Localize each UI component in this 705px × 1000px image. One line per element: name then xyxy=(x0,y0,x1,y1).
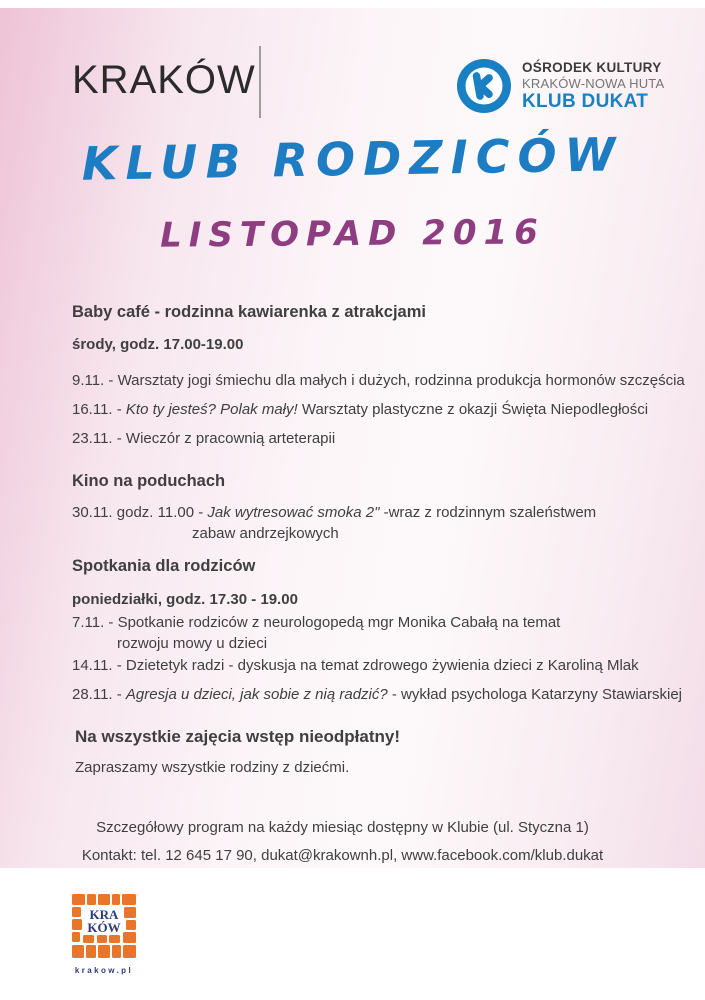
invitation-note: Zapraszamy wszystkie rodziny z dziećmi. xyxy=(75,759,350,776)
poster-title: KLUB RODZICÓW xyxy=(81,127,624,191)
poster-footer xyxy=(0,818,685,866)
event-title-italic: Jak wytresować smoka 2" xyxy=(207,504,384,521)
section-heading-baby-cafe: Baby café - rodzinna kawiarenka z atrakcjami xyxy=(72,303,426,321)
poster-subtitle: LISTOPAD 2016 xyxy=(159,212,546,256)
klub-dukat-logo xyxy=(456,58,664,114)
org-name: OŚRODEK KULTURY xyxy=(522,60,662,76)
event-text-continuation: rozwoju mowy u dzieci xyxy=(117,635,268,652)
section-schedule-spotkania: poniedziałki, godz. 17.30 - 19.00 xyxy=(72,591,298,608)
event-item xyxy=(72,655,692,676)
krakow-wordmark: KRAKÓW xyxy=(72,58,256,102)
section-heading-kino: Kino na poduchach xyxy=(72,472,226,490)
event-item xyxy=(72,370,692,391)
k-circle-icon xyxy=(456,58,512,114)
event-text: 28.11. - xyxy=(72,686,126,703)
event-text-continuation: zabaw andrzejkowych xyxy=(192,525,339,542)
event-text: Warsztaty plastyczne z okazji Święta Niepodległości xyxy=(297,401,649,418)
city-logo-text-top: KRA xyxy=(89,907,119,922)
free-entry-note: Na wszystkie zajęcia wstęp nieodpłatny! xyxy=(75,727,401,746)
event-text: 23.11. - Wieczór z pracownią arteterapii xyxy=(72,430,336,447)
section-heading-spotkania: Spotkania dla rodziców xyxy=(72,557,256,575)
event-title-italic: Kto ty jesteś? Polak mały! xyxy=(125,401,298,418)
event-title-italic: Agresja u dzieci, jak sobie z nią radzić? xyxy=(125,686,388,703)
event-text: - wykład psychologa Katarzyny Stawiarskiej xyxy=(387,686,683,703)
event-text: -wraz z rodzinnym szaleństwem xyxy=(383,504,597,521)
event-item xyxy=(72,684,692,705)
event-text: 30.11. godz. 11.00 - xyxy=(72,504,208,521)
header-divider xyxy=(259,46,261,118)
event-text: 9.11. - Warsztaty jogi śmiechu dla małych i dużych, rodzinna produkcja hormonów szczęścia xyxy=(72,372,685,389)
event-item xyxy=(72,612,692,654)
footer-contact-info: Kontakt: tel. 12 645 17 90, dukat@krakownh.pl, www.facebook.com/klub.dukat xyxy=(81,847,604,864)
city-logo-text-bottom: KÓW xyxy=(87,920,121,935)
section-schedule-baby-cafe: środy, godz. 17.00-19.00 xyxy=(72,336,244,353)
footer-program-info: Szczegółowy program na każdy miesiąc dostępny w Klubie (ul. Styczna 1) xyxy=(96,819,589,836)
program-content xyxy=(72,303,692,778)
org-location: KRAKÓW-NOWA HUTA xyxy=(522,75,665,91)
org-club-name: KLUB DUKAT xyxy=(522,90,649,112)
event-item xyxy=(72,428,692,449)
event-text: 7.11. - Spotkanie rodziców z neurologopedą mgr Monika Cabałą na temat xyxy=(72,614,561,631)
krakow-pl-label: krakow.pl xyxy=(74,966,134,975)
event-text: 14.11. - Dzietetyk radzi - dyskusja na temat zdrowego żywienia dzieci z Karoliną Mlak xyxy=(72,657,639,674)
event-text: 16.11. - xyxy=(72,401,126,418)
krakow-mosaic-icon xyxy=(71,893,137,959)
krakow-city-logo xyxy=(70,893,138,975)
event-item xyxy=(72,399,692,420)
event-item xyxy=(72,502,692,544)
